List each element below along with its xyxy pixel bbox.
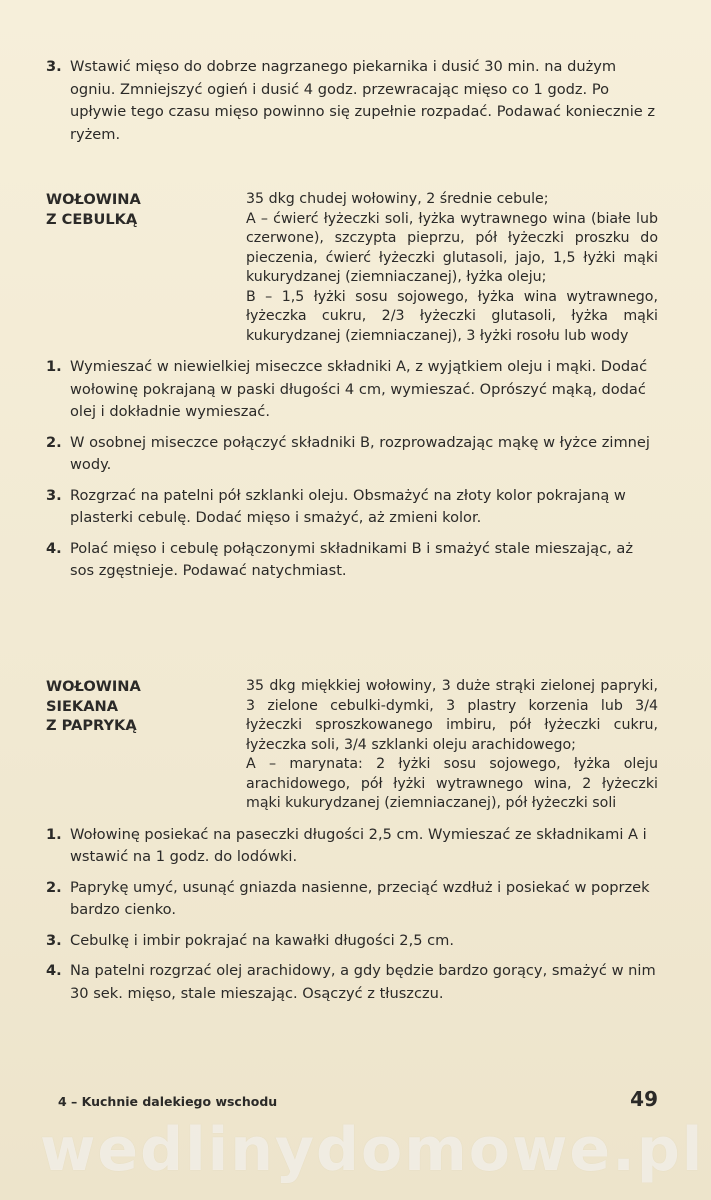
steps-list [46,824,658,1006]
ingredients-line: 35 dkg chudej wołowiny, 2 średnie cebule; [246,191,549,207]
step-number: 3. [46,486,62,504]
step-number: 4. [46,962,62,979]
ingredients-list [246,190,658,346]
step-text: Wymieszać w niewielkiej miseczce składniki A, z wyjątkiem oleju i mąki. Dodać wołowinę pokrajaną w paski długości 4 cm, wymieszać. Oprószyć mąką, dodać olej i dokładnie wymieszać. [70,358,648,420]
recipe-title-line: Z CEBULKĄ [46,210,138,228]
recipe-title [46,677,246,814]
step-text: Cebulkę i imbir pokrajać na kawałki długości 2,5 cm. [70,931,455,949]
step-item [46,432,658,477]
step-item [46,56,658,146]
step-number: 2. [46,878,62,896]
ingredients-line: B – 1,5 łyżki sosu sojowego, łyżka wina wytrawnego, łyżeczka cukru, 2/3 łyżeczki glutasoli, łyżka mąki kukurydzanej (ziemniaczanej), 3 łyżki rosołu lub wody [246,288,658,344]
step-item [46,877,658,922]
step-number: 2. [46,433,62,451]
recipe-minced-beef-with-pepper [46,677,658,1013]
page-number: 49 [630,1087,658,1111]
step-text: W osobnej miseczce połączyć składniki B, rozprowadzając mąkę w łyżce zimnej wody. [70,433,650,473]
recipe-title [46,190,246,346]
step-text: Rozgrzać na patelni pół szklanki oleju. Obsmażyć na złoty kolor pokrajaną w plasterki cebulę. Dodać mięso i smażyć, aż zmieni kolor. [70,486,626,526]
step-item [46,824,658,869]
ingredients-line: A – marynata: 2 łyżki sosu sojowego, łyżka oleju arachidowego, pół łyżki wytrawnego wina, 2 łyżeczki mąki kukurydzanej (ziemniaczanej), pół łyżeczki soli [246,756,658,811]
step-number: 3. [46,58,62,75]
ingredients-list [246,677,658,814]
recipe-header [46,190,658,346]
intro-step [46,56,658,154]
step-item [46,960,658,1005]
step-text: Wstawić mięso do dobrze nagrzanego piekarnika i dusić 30 min. na dużym ogniu. Zmniejszyć ogień i dusić 4 godz. przewracając mięso co 1 godz. Po upływie tego czasu mięso powinno się zupełnie rozpadać. Podawać koniecznie z ryżem. [70,58,656,143]
ingredients-line: A – ćwierć łyżeczki soli, łyżka wytrawnego wina (białe lub czerwone), szczypta pieprzu, pół łyżeczki proszku do pieczenia, ćwierć łyżeczki glutasoli, jajo, 1,5 łyżki mąki kukurydzanej (ziemniaczanej), łyżka oleju; [246,210,658,285]
step-number: 1. [46,825,62,843]
step-number: 3. [46,931,62,949]
recipe-title-line: SIEKANA [46,697,119,715]
recipe-title-line: WOŁOWINA [46,191,141,208]
step-text: Na patelni rozgrzać olej arachidowy, a gdy będzie bardzo gorący, smażyć w nim 30 sek. mięso, stale mieszając. Osączyć z tłuszczu. [70,962,656,1002]
ingredients-line: 35 dkg miękkiej wołowiny, 3 duże strąki zielonej papryki, 3 zielone cebulki-dymki, 3 plastry korzenia lub 3/4 łyżeczki sproszkowanego imbiru, pół łyżeczki cukru, łyżeczka soli, 3/4 szklanki oleju arachidowego; [246,678,658,753]
step-item [46,930,658,953]
page-footer [58,1087,658,1111]
step-text: Wołowinę posiekać na paseczki długości 2,5 cm. Wymieszać ze składnikami A i wstawić na 1 godz. do lodówki. [70,825,647,865]
recipe-title-line: Z PAPRYKĄ [46,717,137,734]
step-text: Polać mięso i cebulę połączonymi składnikami B i smażyć stale mieszając, aż sos zgęstnieje. Podawać natychmiast. [70,539,633,579]
step-text: Paprykę umyć, usunąć gniazda nasienne, przeciąć wzdłuż i posiekać w poprzek bardzo cienko. [70,878,650,918]
watermark: wedlinydomowe.pl [40,1115,705,1185]
footer-chapter: 4 – Kuchnie dalekiego wschodu [58,1094,278,1109]
step-number: 1. [46,358,62,375]
step-item [46,485,658,530]
recipe-beef-with-onion [46,190,658,591]
step-item [46,538,658,583]
steps-list [46,356,658,583]
step-item [46,356,658,424]
recipe-title-line: WOŁOWINA [46,678,141,695]
step-number: 4. [46,539,62,557]
recipe-header [46,677,658,814]
